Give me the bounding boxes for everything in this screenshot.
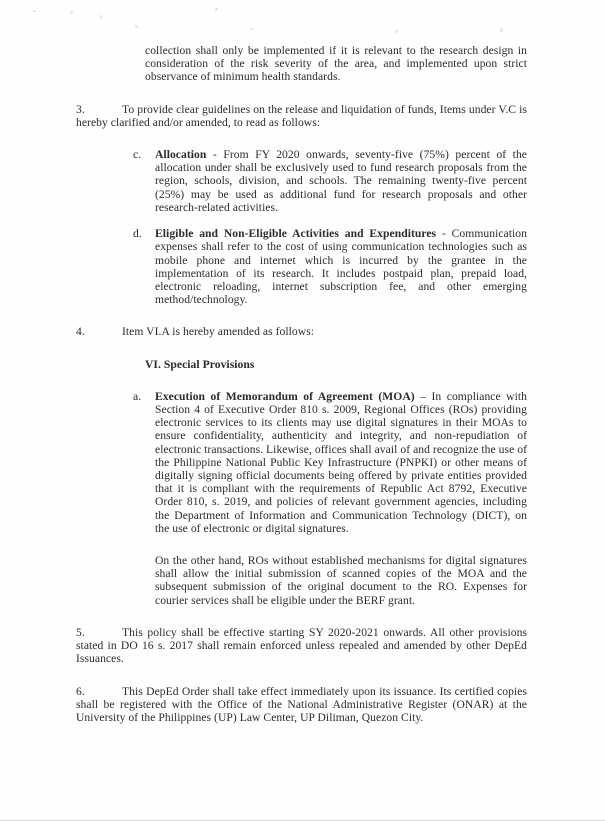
item-number-5: 5. bbox=[76, 625, 85, 639]
item-5-text: This policy shall be effective starting SY 2020-2021 onwards. All other provisions stated in DO 16 s. 2017 shall remain enforced unless repealed and amended by other DepEd Issuances. bbox=[76, 625, 527, 666]
item-c-lead-bold: Allocation bbox=[155, 148, 207, 162]
scan-speck bbox=[215, 8, 218, 11]
scan-speck bbox=[70, 11, 73, 14]
item-a-body bbox=[155, 390, 527, 535]
item-c-body bbox=[155, 148, 527, 214]
scan-speck bbox=[33, 10, 36, 12]
numbered-item-3 bbox=[76, 103, 527, 129]
item-d-body bbox=[155, 227, 527, 306]
numbered-item-6 bbox=[76, 685, 527, 725]
lettered-item-c bbox=[133, 148, 527, 214]
item-d-lead-bold: Eligible and Non-Eligible Activities and Expenditures bbox=[155, 227, 437, 241]
item-a-text: – In compliance with Section 4 of Executive Order 810 s. 2009, Regional Offices (ROs) providing electronic services to its clients may use digital signatures in their MOAs to ensure confidentiality, authenticity and integrity, and non-repudiation of electronic transactions. Likewise, offices shall avail of and recognize the use of the Philippine National Public Key Infrastructure (PNPKI) or other means of digitally signing official documents being offered by private entities provided that it is compliant with the requirements of Republic Act 8792, Executive Order 810, s. 2019, and policies of relevant government agencies, including the Department of Information and Communication Technology (DICT), on the use of electronic or digital signatures. bbox=[155, 389, 527, 535]
item-a-second-paragraph: On the other hand, ROs without established mechanisms for digital signatures shall allow the initial submission of scanned copies of the MOA and the subsequent submission of the original document to the RO. Expenses for courier services shall be eligible under the BERF grant. bbox=[155, 554, 527, 607]
item-d-text: - Communication expenses shall refer to the cost of using communication technologies such as mobile phone and internet which is incurred by the grantee in the implementation of its research. It includes postpaid plan, prepaid load, electronic reloading, internet subscription fee, and other emerging method/technology. bbox=[155, 227, 527, 307]
lettered-item-d bbox=[133, 227, 527, 306]
item-number-4: 4. bbox=[76, 325, 85, 339]
item-number-3: 3. bbox=[76, 102, 85, 116]
item-number-6: 6. bbox=[76, 684, 85, 698]
section-heading-vi: VI. Special Provisions bbox=[145, 357, 255, 371]
item-letter-d: d. bbox=[133, 227, 142, 241]
page-content bbox=[76, 44, 527, 724]
lettered-item-a bbox=[133, 390, 527, 535]
scan-speck bbox=[100, 15, 102, 19]
scan-speck bbox=[500, 28, 503, 32]
item-a-lead-bold: Execution of Memorandum of Agreement (MOA) bbox=[155, 389, 415, 403]
scan-speck bbox=[395, 30, 398, 33]
item-letter-a: a. bbox=[133, 389, 142, 403]
item-4-text: Item VI.A is hereby amended as follows: bbox=[122, 325, 315, 339]
item-3-text: To provide clear guidelines on the release and liquidation of funds, Items under V.C is hereby clarified and/or amended, to read as follows: bbox=[76, 102, 527, 129]
item-c-text: - From FY 2020 onwards, seventy-five (75%) percent of the allocation under shall be exclusively used to fund research proposals from the region, schools, division, and schools. The remaining twenty-five percent (25%) may be used as additional fund for research proposals and other research-related activities. bbox=[155, 148, 527, 214]
scan-speck bbox=[135, 25, 138, 28]
scan-speck bbox=[250, 28, 253, 30]
paragraph-top-continuation: collection shall only be implemented if it is relevant to the research design in consideration of the risk severity of the area, and implemented upon strict observance of minimum health standards. bbox=[145, 44, 527, 84]
item-6-text: This DepEd Order shall take effect immediately upon its issuance. Its certified copies shall be registered with the Office of the National Administrative Register (ONAR) at the University of the Philippines (UP) Law Center, UP Diliman, Quezon City. bbox=[76, 684, 527, 724]
numbered-item-4 bbox=[76, 325, 527, 338]
numbered-item-5 bbox=[76, 626, 527, 666]
item-letter-c: c. bbox=[133, 148, 142, 162]
